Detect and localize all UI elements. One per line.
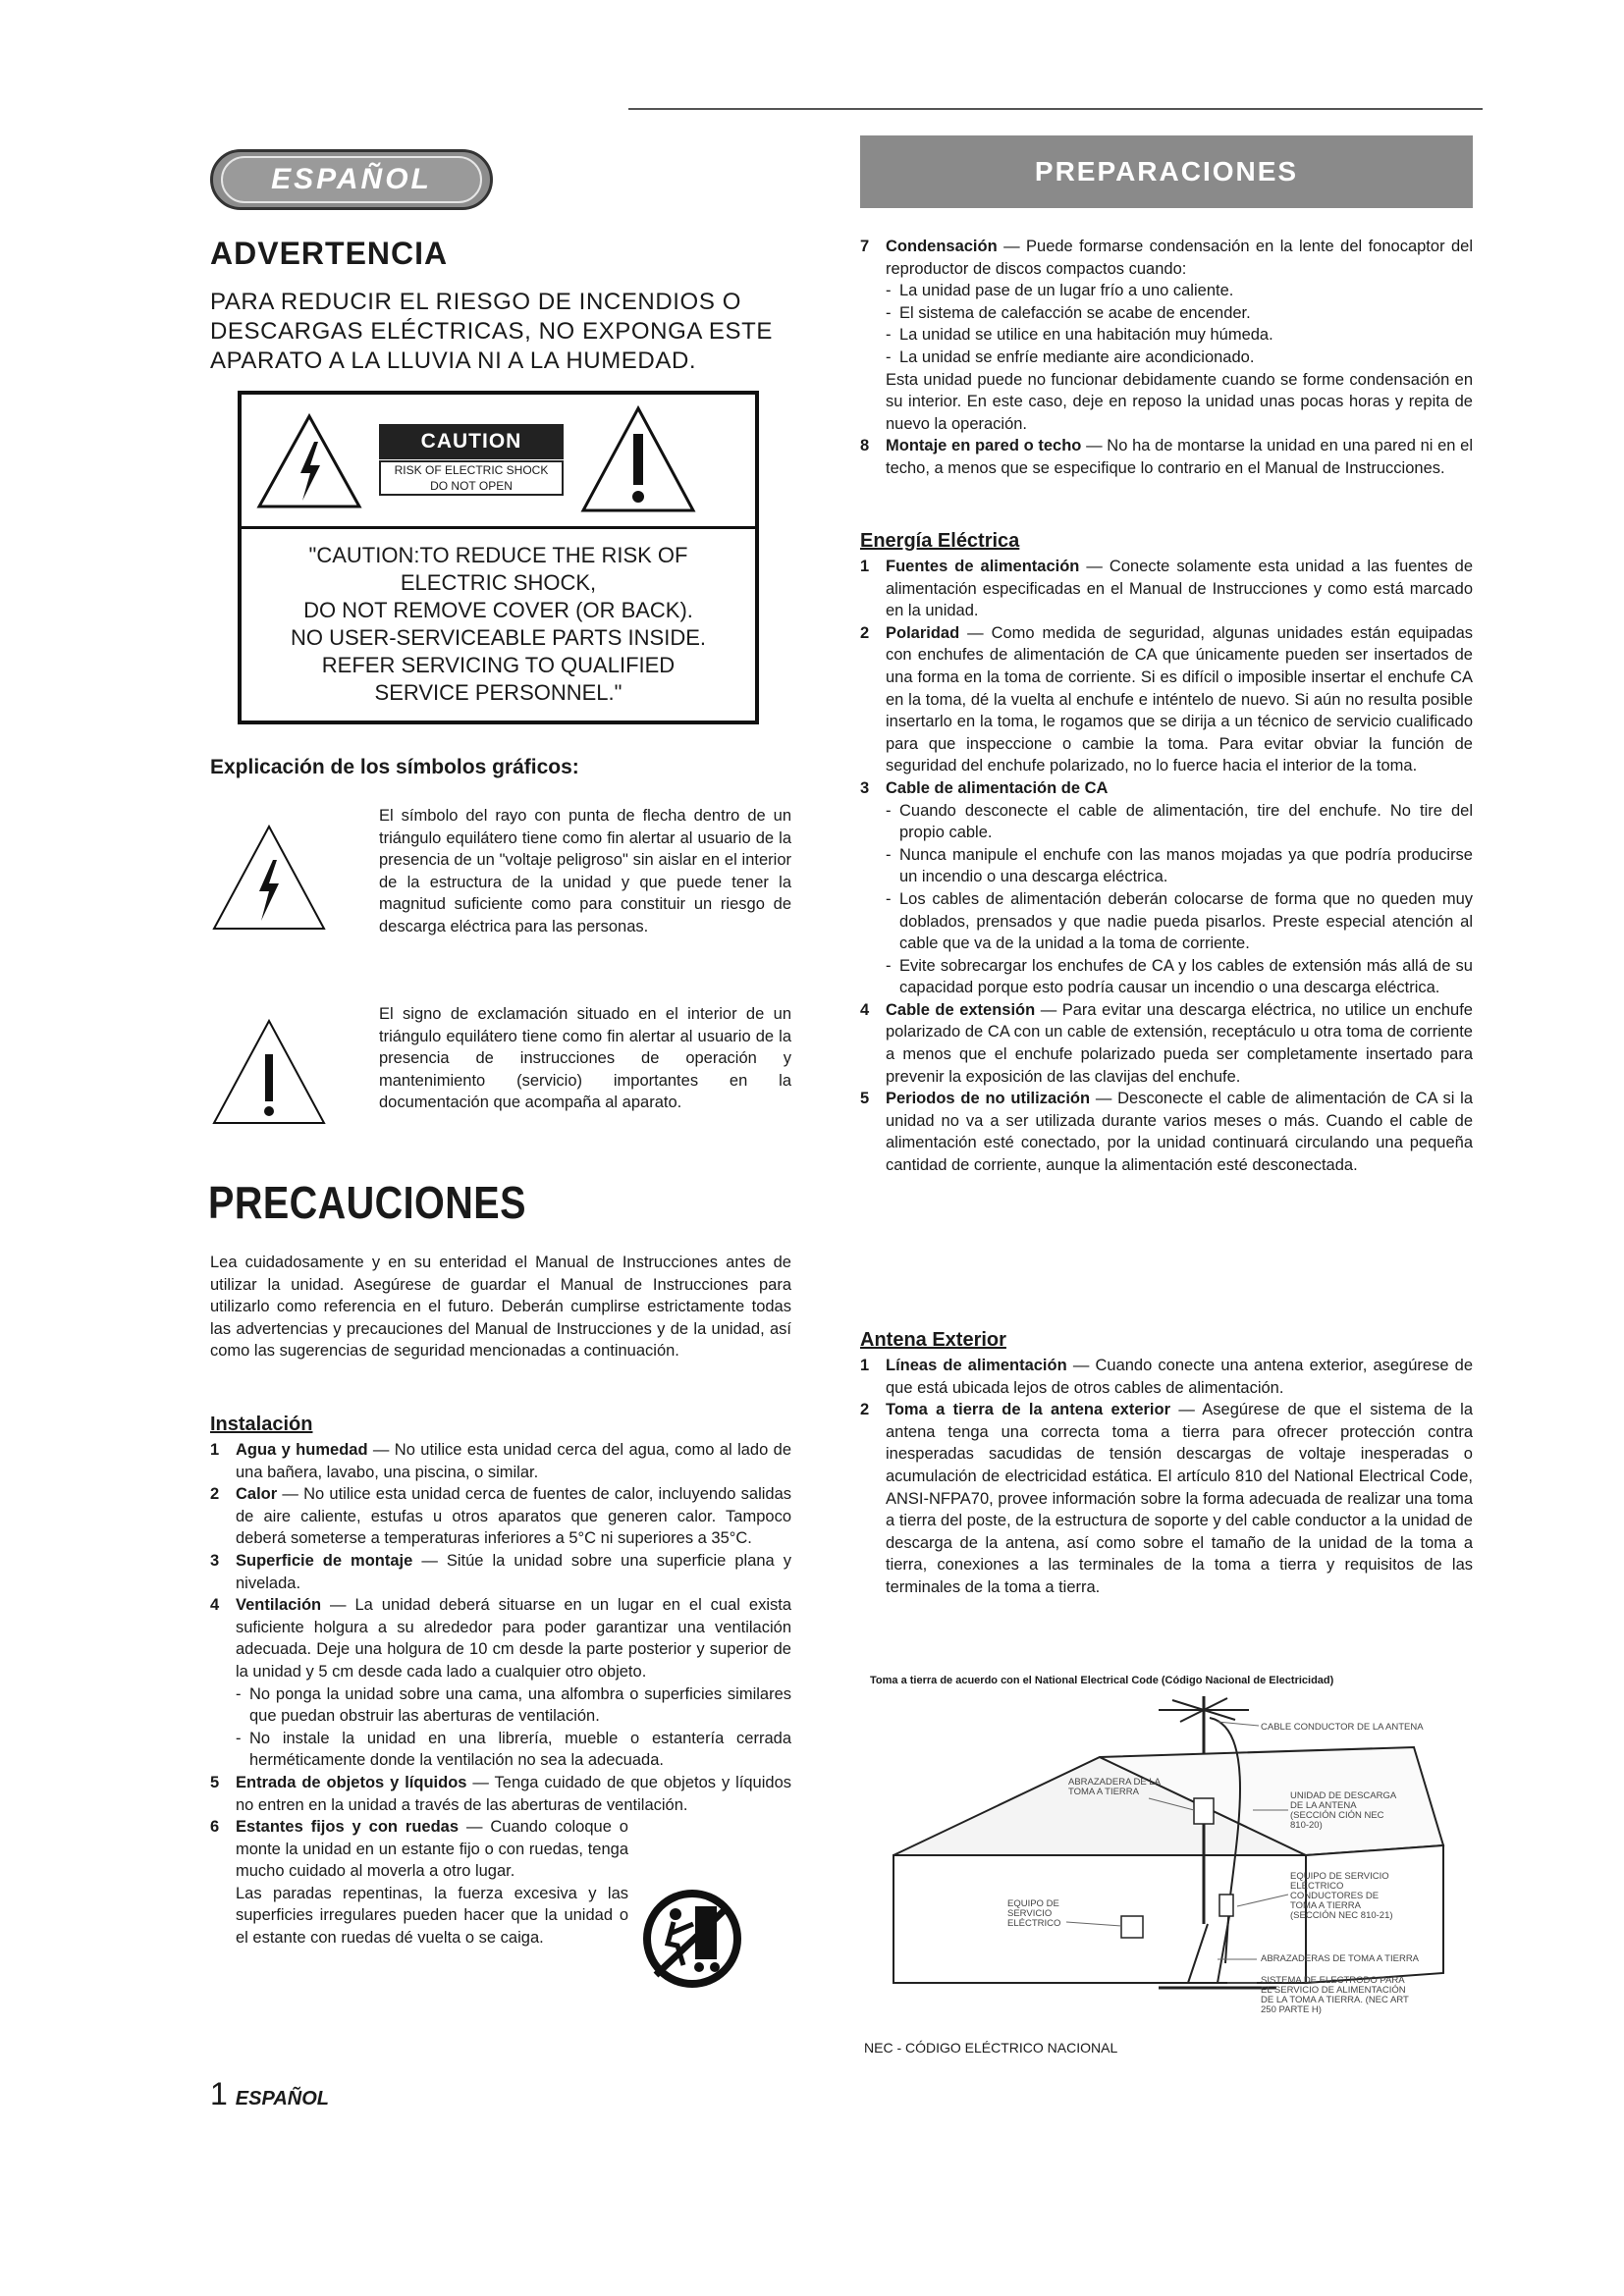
label-electrode: SISTEMA DE ELECTRODO PARA	[1261, 1975, 1405, 1986]
list-item: 1 Fuentes de alimentación — Conecte solamente esta unidad a las fuentes de alimentación especificadas en el Manual de Instrucciones y como está marcado en la unidad.	[860, 558, 1473, 620]
list-item: 3 Cable de alimentación de CA - Cuando desconecte el cable de alimentación, tire del enchufe. No tire del propio cable. - Nunca manipule el enchufe con las manos mojadas ya que podría producirse un incendio o una descarga eléctrica. - Los cables de alimentación deberán colocarse de forma que no queden muy doblados, prensados y que nadie pueda pisarlos. Preste especial atención al cable que va de la unidad a la toma de corriente. - Evite sobrecargar los enchufes de CA y los cables de extensión más allá de su capacidad porque esto podría causar un incendio o una descarga eléctrica.	[860, 777, 1473, 999]
installation-title: Instalación	[210, 1414, 313, 1435]
label-lead-in: CABLE CONDUCTOR DE LA ANTENA	[1261, 1722, 1424, 1733]
electric-title: Energía Eléctrica	[860, 530, 1020, 552]
svg-text:(SECCIÓN NEC 810-21): (SECCIÓN NEC 810-21)	[1290, 1910, 1393, 1921]
symbols-title: Explicación de los símbolos gráficos:	[210, 756, 579, 778]
list-item: 7 Condensación — Puede formarse condensación en la lente del fonocaptor del reproductor de discos compactos cuando: - La unidad pase de un lugar frío a uno caliente. - El sistema de calefacción se acabe de encender. - La unidad se utilice en una habitación muy húmeda. - La unidad se enfríe mediante aire acondicionado. Esta unidad puede no funcionar debidamente cuando se forme condensación en su interior. En este caso, deje en reposo la unidad unas pocas horas y repita de nuevo la operación.	[860, 236, 1473, 435]
svg-text:ELÉCTRICO: ELÉCTRICO	[1290, 1881, 1344, 1892]
language-tab-label: ESPAÑOL	[221, 156, 482, 203]
list-item: 1 Líneas de alimentación — Cuando conecte una antena exterior, asegúrese de que está ubicada lejos de otros cables de alimentación.	[860, 1357, 1474, 1397]
svg-text:SERVICIO: SERVICIO	[1007, 1908, 1053, 1919]
svg-text:TOMA A TIERRA: TOMA A TIERRA	[1290, 1900, 1361, 1911]
exclamation-explanation: El signo de exclamación situado en el interior de un triángulo equilátero tiene como fin alertar al usuario de la presencia de instrucciones de operación y mantenimiento (servicio) importantes en la documentación que acompaña al aparato.	[379, 1005, 791, 1112]
header-rule	[628, 108, 1483, 110]
right-top-list	[860, 236, 1473, 480]
diagram-title: Toma a tierra de acuerdo con el National Electrical Code (Código Nacional de Electricidad)	[870, 1675, 1334, 1686]
list-item: 4 Cable de extensión — Para evitar una descarga eléctrica, no utilice un enchufe polarizado de CA con un cable de extensión, receptáculo u otra toma de corriente a menos que el enchufe polarizado pueda ser completamente insertado para prevenir la exposición de las clavijas del enchufe.	[860, 1000, 1473, 1086]
svg-text:TOMA A TIERRA: TOMA A TIERRA	[1068, 1787, 1139, 1797]
label-discharge: UNIDAD DE DESCARGA	[1290, 1790, 1397, 1801]
list-item: 2 Calor — No utilice esta unidad cerca de fuentes de calor, incluyendo salidas de aire caliente, estufas u otros aparatos que generen calor. Tampoco deberá someterse a temperaturas inferiores a 5°C ni superiores a 35°C.	[210, 1485, 791, 1548]
diagram-caption: NEC - CÓDIGO ELÉCTRICO NACIONAL	[864, 2040, 1118, 2056]
list-item: 2 Polaridad — Como medida de seguridad, algunas unidades están equipadas con enchufes de alimentación de CA que únicamente pueden ser insertados de una forma en la toma de corriente. Si es difícil o imposible insertar el enchufe CA en la toma, dé la vuelta al enchufe e inténtelo de nuevo. Si aún no resulta posible insertarlo en la toma, le rogamos que se dirija a un técnico de servicio cualificado para que inspeccione o cambie la toma. Para evitar obviar la función de seguridad del enchufe polarizado, no lo fuerce hacia el interior de la toma.	[860, 623, 1473, 775]
svg-text:810-20): 810-20)	[1290, 1820, 1323, 1831]
page-footer	[210, 2076, 329, 2112]
list-item: 5 Entrada de objetos y líquidos — Tenga cuidado de que objetos y líquidos no entren en la unidad a través de las aberturas de ventilación.	[210, 1773, 791, 1814]
label-service-left: EQUIPO DE	[1007, 1898, 1059, 1909]
svg-text:ELÉCTRICO: ELÉCTRICO	[1007, 1918, 1061, 1929]
caution-box	[238, 391, 759, 724]
installation-list	[210, 1439, 791, 1949]
lightning-triangle-icon	[210, 823, 328, 933]
list-item: 5 Periodos de no utilización — Desconecte el cable de alimentación de CA si la unidad no va a ser utilizada durante varios meses o más. Cuando el cable de alimentación esté conectado, por la unidad continuará circulando una pequeña cantidad de corriente, aunque la alimentación esté desconectada.	[860, 1090, 1474, 1175]
antenna-list	[860, 1355, 1473, 1599]
caution-label: CAUTION	[379, 424, 564, 459]
list-item: 6 Estantes fijos y con ruedas — Cuando coloque o monte la unidad en un estante fijo o con ruedas, tenga mucho cuidado al moverla a otro lugar. Las paradas repentinas, la fuerza excesiva y las superficies irregulares pueden hacer que la unidad o el estante con ruedas dé vuelta o se caiga.	[210, 1818, 628, 1948]
list-item: 2 Toma a tierra de la antena exterior — Asegúrese de que el sistema de la antena tenga una correcta toma a tierra para ofrecer protección contra inesperadas sacudidas de tensión descargas de voltaje inesperadas o acumulación de electricidad estática. El artículo 810 del National Electrical Code, ANSI-NFPA70, provee información sobre la forma adecuada de realizar una toma a tierra del poste, de la estructura de soporte y del cable conductor a la unidad de descarga de la antena, así como sobre el tamaño de la unidad de la toma a tierra, conexiones a las terminales de la toma a tierra y requisitos de las terminales de la toma a tierra.	[860, 1401, 1473, 1596]
lightning-explanation: El símbolo del rayo con punta de flecha dentro de un triángulo equilátero tiene como fin alertar al usuario de la presencia de un "voltaje peligroso" sin aislar en el interior de la estructura de la unidad y que puede tener la magnitud suficiente como para constituir un riesgo de descarga eléctrica para las personas.	[379, 807, 791, 935]
language-tab	[210, 149, 493, 210]
page-number: 1	[210, 2076, 228, 2111]
list-item: 3 Superficie de montaje — Sitúe la unidad sobre una superficie plana y nivelada.	[210, 1551, 791, 1592]
svg-text:DE LA ANTENA: DE LA ANTENA	[1290, 1800, 1357, 1811]
list-item: 8 Montaje en pared o techo — No ha de montarse la unidad en una pared ni en el techo, a menos que se especifique lo contrario en el Manual de Instrucciones.	[860, 437, 1473, 477]
list-item: 1 Agua y humedad — No utilice esta unidad cerca del agua, como al lado de una bañera, lavabo, una piscina, o similar.	[210, 1441, 791, 1481]
precautions-title: PRECAUCIONES	[208, 1177, 526, 1228]
svg-text:(SECCIÓN CIÓN NEC: (SECCIÓN CIÓN NEC	[1290, 1810, 1384, 1821]
label-clamps: ABRAZADERAS DE TOMA A TIERRA	[1261, 1953, 1420, 1964]
svg-text:DE LA TOMA A TIERRA. (NEC ART: DE LA TOMA A TIERRA. (NEC ART	[1261, 1995, 1409, 2005]
lightning-triangle-icon	[255, 412, 363, 510]
list-item: 4 Ventilación — La unidad deberá situarse en un lugar en el cual exista suficiente holgura a su alrededor para poder garantizar una ventilación adecuada. Deje una holgura de 10 cm desde la parte posterior y superior de la unidad y 5 cm desde cada lado a cualquier otro objeto. - No ponga la unidad sobre una cama, una alfombra o superficies similares que puedan obstruir las aberturas de ventilación. - No instale la unidad en una librería, mueble o estantería cerrada herméticamente donde la ventilación no sea la adecuada.	[210, 1594, 791, 1772]
section-tab: PREPARACIONES	[860, 135, 1473, 208]
label-conductors: EQUIPO DE SERVICIO	[1290, 1871, 1389, 1882]
caution-sub-label: RISK OF ELECTRIC SHOCK DO NOT OPEN	[379, 460, 564, 496]
label-clamp: ABRAZADERA DE LA	[1068, 1777, 1161, 1788]
svg-text:CONDUCTORES DE: CONDUCTORES DE	[1290, 1891, 1380, 1901]
precautions-intro: Lea cuidadosamente y en su enteridad el Manual de Instrucciones antes de utilizar la unidad. Asegúrese de guardar el Manual de Instrucciones para utilizarlo como referencia en el futuro. Deberán cumplirse estrictamente todas las advertencias y precauciones del Manual de Instrucciones y de la unidad, así como las sugerencias de seguridad mencionadas a continuación.	[210, 1254, 791, 1361]
warning-text: PARA REDUCIR EL RIESGO DE INCENDIOS O DESCARGAS ELÉCTRICAS, NO EXPONGA ESTE APARATO A LA LLUVIA NI A LA HUMEDAD.	[210, 289, 774, 374]
electric-list	[860, 556, 1473, 1177]
svg-text:EL SERVICIO DE ALIMENTACIÓN: EL SERVICIO DE ALIMENTACIÓN	[1261, 1985, 1406, 1996]
exclamation-triangle-icon	[579, 404, 697, 514]
antenna-title: Antena Exterior	[860, 1329, 1006, 1351]
svg-text:250 PARTE H): 250 PARTE H)	[1261, 2004, 1322, 2015]
exclamation-triangle-icon	[210, 1017, 328, 1127]
caution-body: "CAUTION:TO REDUCE THE RISK OF ELECTRIC SHOCK, DO NOT REMOVE COVER (OR BACK). NO USER-SERVICEABLE PARTS INSIDE. REFER SERVICING TO QUALIFIED SERVICE PERSONNEL."	[290, 543, 706, 705]
grounding-diagram	[864, 1688, 1483, 2042]
cart-warning-icon	[638, 1885, 746, 1993]
footer-language: ESPAÑOL	[235, 2088, 329, 2109]
warning-title: ADVERTENCIA	[210, 236, 449, 271]
